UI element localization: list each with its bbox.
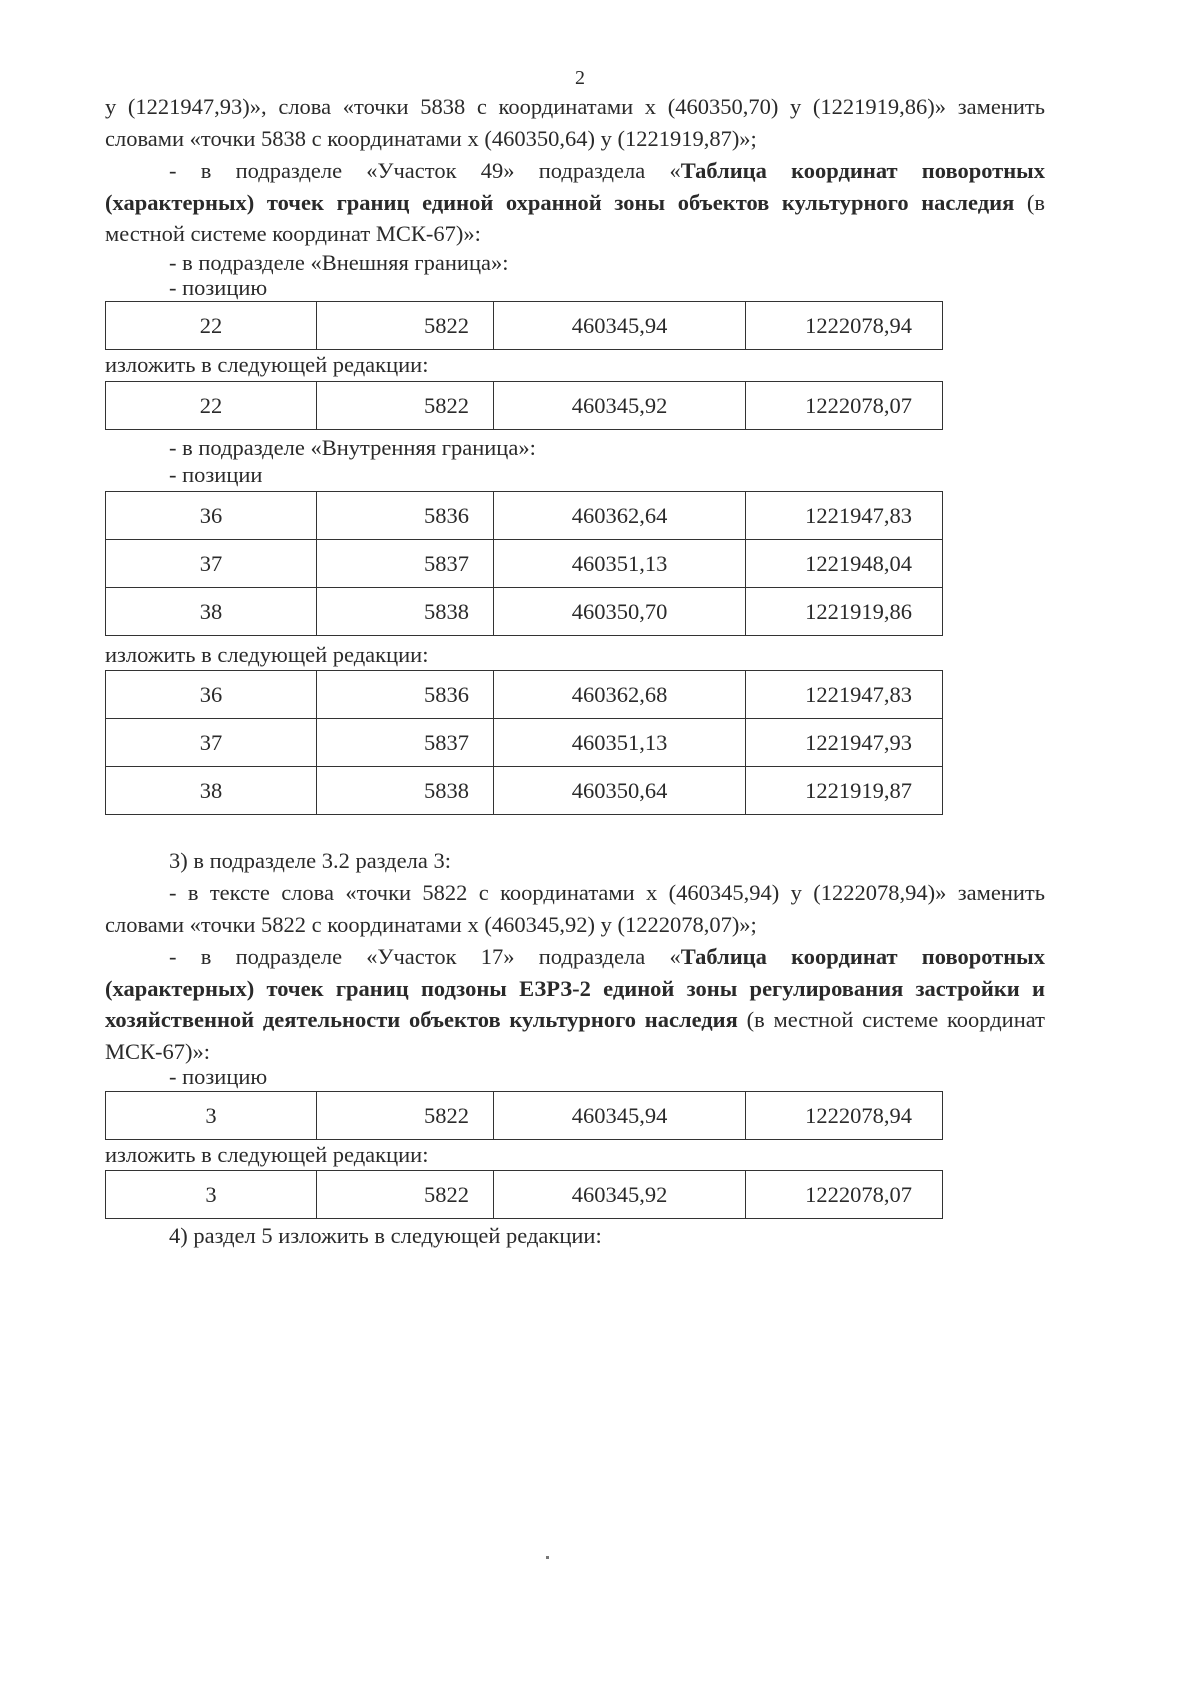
label-edit: изложить в следующей редакции: (105, 642, 429, 667)
label-position: - позицию (169, 275, 268, 300)
cell-number: 22 (106, 302, 317, 350)
cell-y: 1221919,87 (746, 767, 943, 815)
table-old-ezrz (105, 1091, 943, 1140)
cell-x: 460345,94 (494, 1092, 746, 1140)
cell-x: 460345,92 (494, 1171, 746, 1219)
label-position: - позицию (169, 1064, 268, 1089)
label-edit: изложить в следующей редакции: (105, 352, 429, 377)
paragraph-section-17 (105, 941, 1045, 1067)
cell-x: 460350,70 (494, 588, 746, 636)
cell-number: 37 (106, 719, 317, 767)
cell-x: 460362,68 (494, 671, 746, 719)
table-row (106, 1092, 943, 1140)
cell-x: 460362,64 (494, 492, 746, 540)
cell-number: 36 (106, 492, 317, 540)
cell-point: 5837 (317, 719, 494, 767)
cell-y: 1221919,86 (746, 588, 943, 636)
scan-speck (546, 1556, 549, 1559)
page-number: 2 (575, 67, 585, 89)
table-row (106, 1171, 943, 1219)
cell-point: 5838 (317, 588, 494, 636)
text: (в местной системе координат МСК-67)»: (105, 1007, 1046, 1064)
paragraph-section-49 (105, 155, 1045, 250)
paragraph-item-3: 3) в подразделе 3.2 раздела 3: (169, 848, 451, 873)
table-old-inner (105, 491, 943, 636)
cell-point: 5837 (317, 540, 494, 588)
cell-number: 22 (106, 382, 317, 430)
cell-point: 5836 (317, 671, 494, 719)
paragraph-inner-boundary: - в подразделе «Внутренняя граница»: (169, 435, 536, 460)
cell-x: 460345,92 (494, 382, 746, 430)
cell-point: 5836 (317, 492, 494, 540)
cell-number: 3 (106, 1171, 317, 1219)
cell-point: 5822 (317, 302, 494, 350)
table-new-inner (105, 670, 943, 815)
cell-number: 36 (106, 671, 317, 719)
paragraph-text-replacement: - в тексте слова «точки 5822 с координатами х (460345,94) у (1222078,94)» заменить словами «точки 5822 с координатами х (460345,92) у (1222078,07)»; (105, 880, 1045, 937)
paragraph-coordinates-replacement: у (1221947,93)», слова «точки 5838 с координатами х (460350,70) у (1221919,86)» заменить словами «точки 5838 с координатами х (460350,64) у (1221919,87)»; (105, 94, 1045, 151)
cell-number: 3 (106, 1092, 317, 1140)
text: - в подразделе «Участок 49» подраздела « (169, 158, 681, 183)
cell-x: 460351,13 (494, 719, 746, 767)
table-new-ezrz (105, 1170, 943, 1219)
cell-y: 1221947,93 (746, 719, 943, 767)
cell-x: 460345,94 (494, 302, 746, 350)
paragraph-outer-boundary: - в подразделе «Внешняя граница»: (169, 250, 509, 275)
cell-x: 460351,13 (494, 540, 746, 588)
cell-y: 1221947,83 (746, 492, 943, 540)
cell-point: 5822 (317, 1092, 494, 1140)
cell-number: 37 (106, 540, 317, 588)
table-row (106, 671, 943, 719)
cell-number: 38 (106, 767, 317, 815)
cell-y: 1222078,07 (746, 1171, 943, 1219)
bold-title: Таблица координат поворотных (характерных) точек границ подзоны ЕЗРЗ-2 единой зоны регулирования застройки и хозяйственной деятельности объектов культурного наследия (105, 944, 1045, 1032)
cell-number: 38 (106, 588, 317, 636)
table-row (106, 492, 943, 540)
table-row (106, 588, 943, 636)
cell-y: 1221947,83 (746, 671, 943, 719)
bold-title: Таблица координат поворотных (характерных) точек границ единой охранной зоны объектов культурного наследия (105, 158, 1045, 215)
text: - в подразделе «Участок 17» подраздела « (169, 944, 681, 969)
cell-point: 5822 (317, 382, 494, 430)
cell-point: 5838 (317, 767, 494, 815)
cell-point: 5822 (317, 1171, 494, 1219)
table-row (106, 719, 943, 767)
label-edit: изложить в следующей редакции: (105, 1142, 429, 1167)
cell-y: 1222078,94 (746, 1092, 943, 1140)
cell-y: 1221948,04 (746, 540, 943, 588)
table-row (106, 302, 943, 350)
cell-y: 1222078,07 (746, 382, 943, 430)
table-old-outer (105, 301, 943, 350)
cell-x: 460350,64 (494, 767, 746, 815)
table-row (106, 540, 943, 588)
table-row (106, 767, 943, 815)
label-positions: - позиции (169, 462, 263, 487)
text: (в местной системе координат МСК-67)»: (105, 189, 1045, 246)
cell-y: 1222078,94 (746, 302, 943, 350)
paragraph-item-4: 4) раздел 5 изложить в следующей редакции: (169, 1223, 602, 1248)
table-new-outer (105, 381, 943, 430)
table-row (106, 382, 943, 430)
